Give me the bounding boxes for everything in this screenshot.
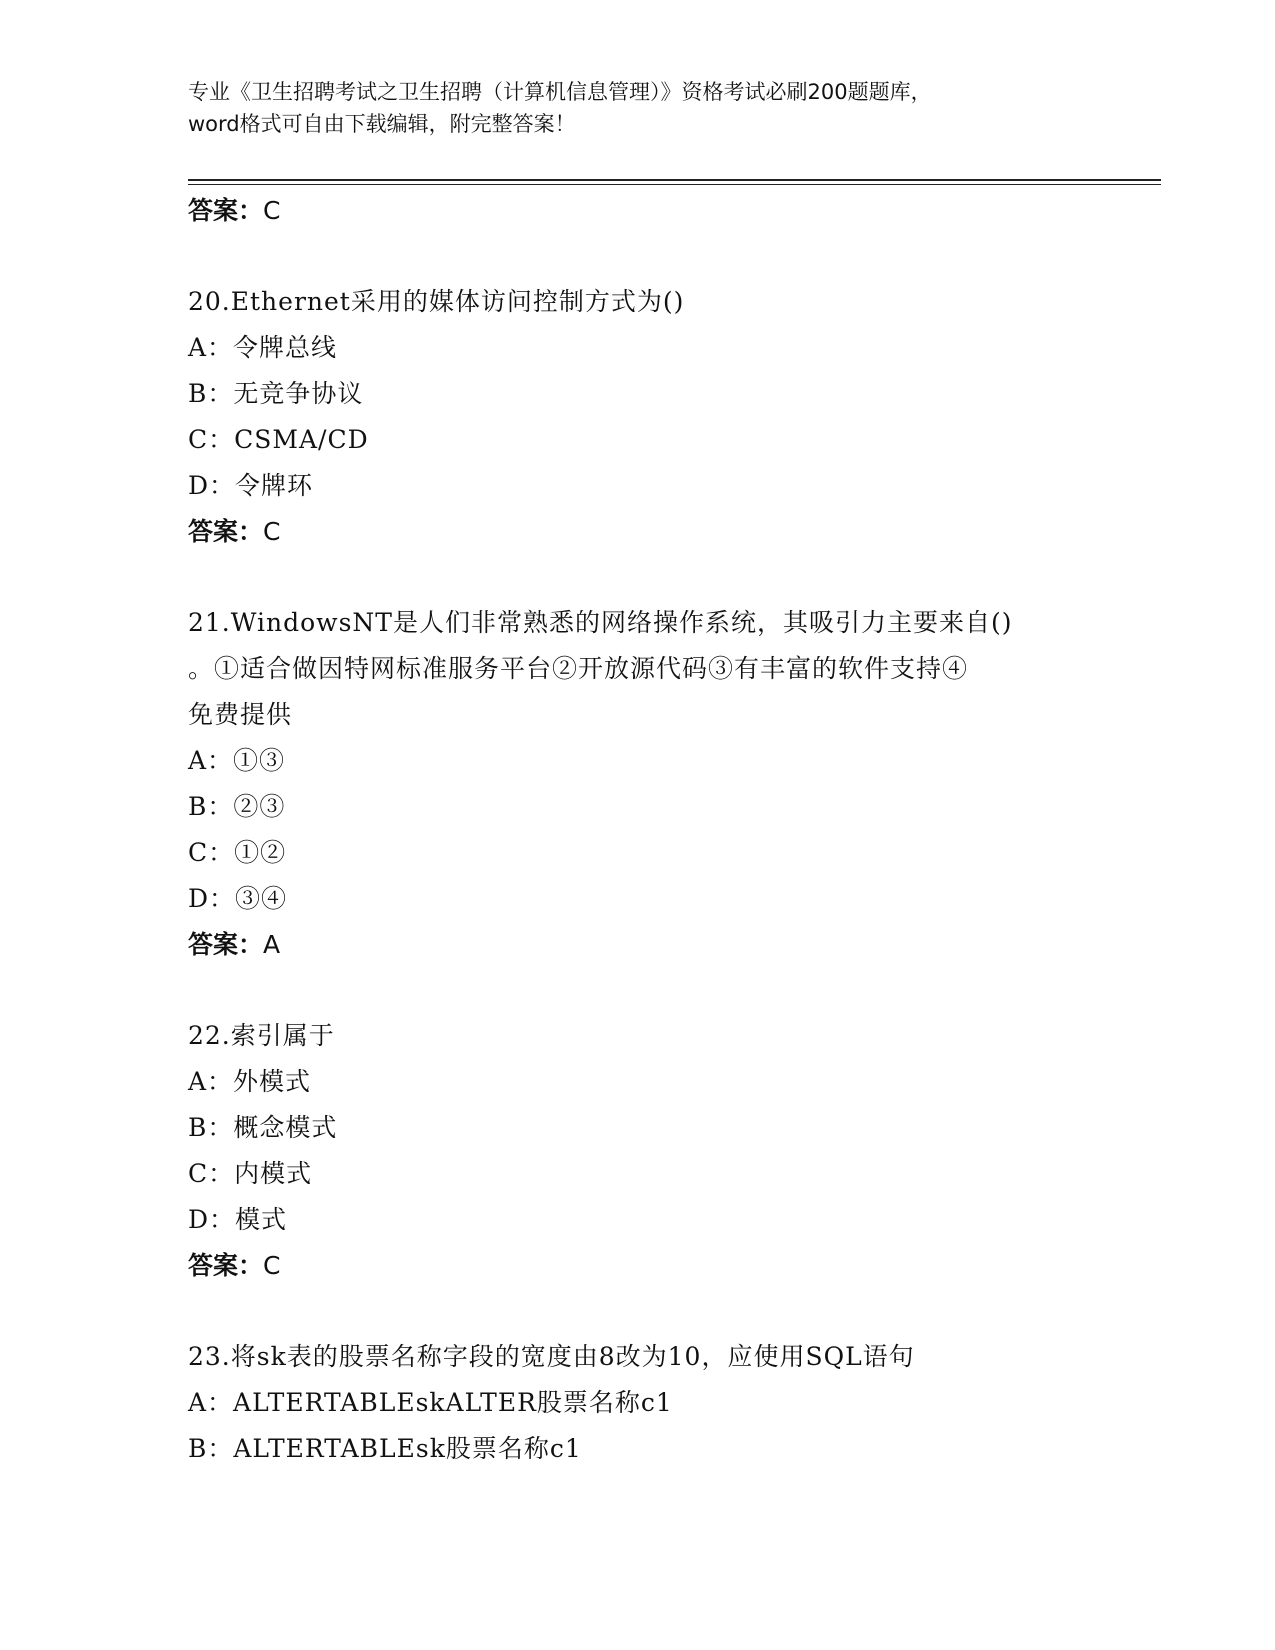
question-20 bbox=[188, 279, 1148, 555]
question-text-cont: 。①适合做因特网标准服务平台②开放源代码③有丰富的软件支持④ bbox=[188, 654, 969, 683]
answer-22 bbox=[188, 1243, 1148, 1289]
option-a: A：令牌总线 bbox=[188, 333, 338, 362]
question-content bbox=[188, 188, 1148, 1472]
header-rule-thin bbox=[188, 184, 1161, 185]
option-d: D：模式 bbox=[188, 1205, 288, 1234]
question-text-cont: 免费提供 bbox=[188, 700, 293, 729]
option-b: B：无竞争协议 bbox=[188, 379, 364, 408]
option-b: B：②③ bbox=[188, 792, 286, 821]
option-c: C：CSMA/CD bbox=[188, 425, 369, 454]
option-d: D：令牌环 bbox=[188, 471, 314, 500]
question-text: 21.WindowsNT是人们非常熟悉的网络操作系统，其吸引力主要来自() bbox=[188, 608, 1013, 637]
answer-value: C bbox=[263, 517, 281, 546]
page-header bbox=[188, 76, 1088, 140]
question-22 bbox=[188, 1013, 1148, 1289]
answer-label: 答案： bbox=[188, 930, 264, 959]
question-text: 20.Ethernet采用的媒体访问控制方式为() bbox=[188, 287, 685, 316]
answer-value: C bbox=[263, 196, 281, 225]
answer-value: A bbox=[263, 930, 281, 959]
answer-label: 答案： bbox=[188, 196, 264, 225]
header-line-2: word格式可自由下载编辑，附完整答案！ bbox=[188, 112, 576, 136]
option-b: B：概念模式 bbox=[188, 1113, 338, 1142]
option-c: C：内模式 bbox=[188, 1159, 313, 1188]
option-d: D：③④ bbox=[188, 884, 288, 913]
answer-19 bbox=[188, 188, 1148, 234]
answer-21 bbox=[188, 922, 1148, 968]
option-a: A：ALTERTABLEskALTER股票名称c1 bbox=[188, 1388, 673, 1417]
question-text: 23.将sk表的股票名称字段的宽度由8改为10，应使用SQL语句 bbox=[188, 1342, 915, 1371]
answer-20 bbox=[188, 509, 1148, 555]
option-a: A：外模式 bbox=[188, 1067, 312, 1096]
answer-value: C bbox=[263, 1251, 281, 1280]
question-23 bbox=[188, 1334, 1148, 1472]
answer-label: 答案： bbox=[188, 1251, 264, 1280]
option-a: A：①③ bbox=[188, 746, 286, 775]
header-line-1: 专业《卫生招聘考试之卫生招聘（计算机信息管理）》资格考试必刷200题题库， bbox=[188, 80, 932, 104]
answer-label: 答案： bbox=[188, 517, 264, 546]
header-rule-thick bbox=[188, 179, 1161, 181]
question-21 bbox=[188, 600, 1148, 968]
question-text: 22.索引属于 bbox=[188, 1021, 335, 1050]
option-b: B：ALTERTABLEsk股票名称c1 bbox=[188, 1434, 582, 1463]
option-c: C：①② bbox=[188, 838, 287, 867]
